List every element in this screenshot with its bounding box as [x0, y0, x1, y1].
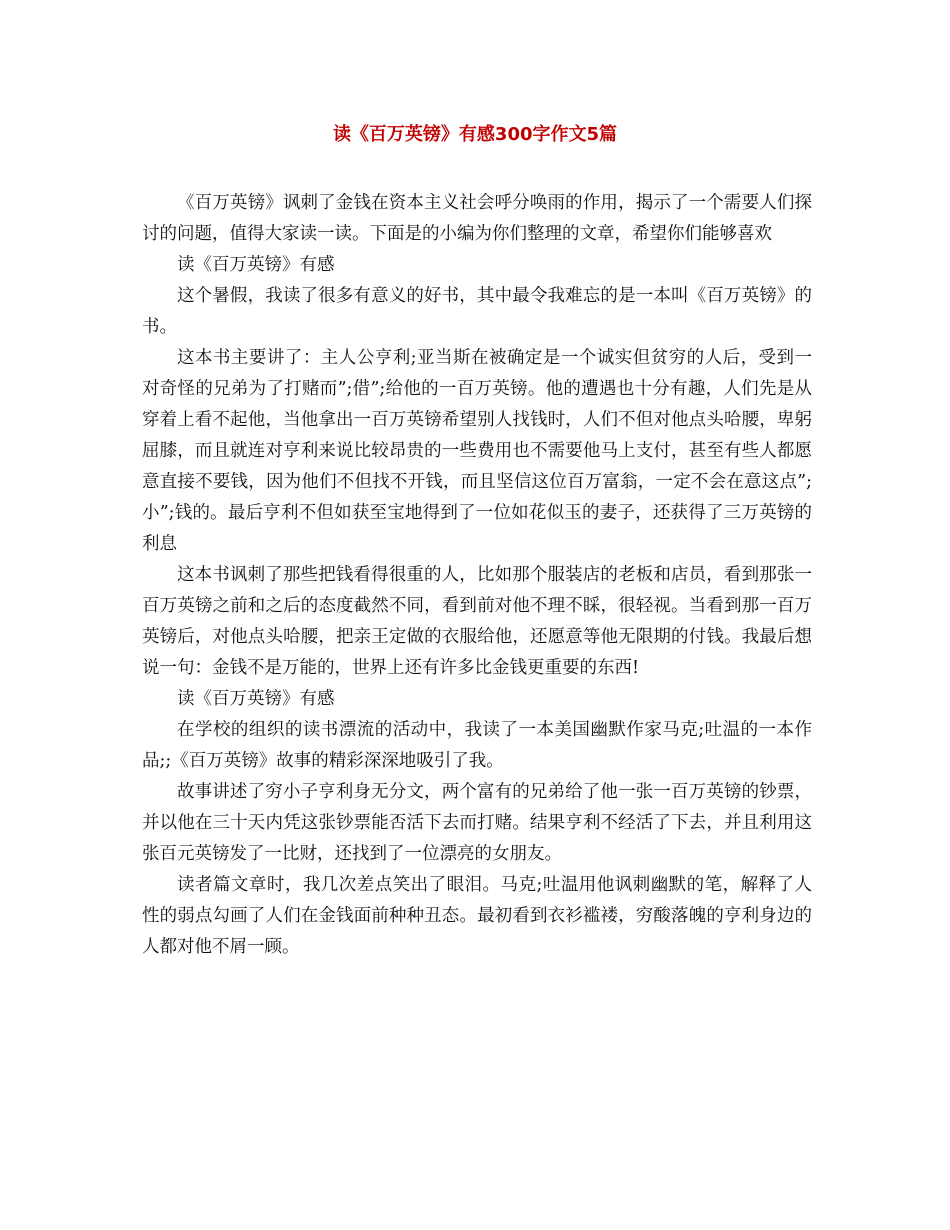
paragraph: 读者篇文章时，我几次差点笑出了眼泪。马克;吐温用他讽刺幽默的笔，解释了人性的弱点勾画了人们在金钱面前种种丑态。最初看到衣衫褴褛，穷酸落魄的亨利身边的人都对他不屑一顾。 — [142, 875, 812, 957]
paragraph: 这本书主要讲了：主人公亨利;亚当斯在被确定是一个诚实但贫穷的人后，受到一对奇怪的兄弟为了打赌而”;借”;给他的一百万英镑。他的遭遇也十分有趣，人们先是从穿着上看不起他，当他拿出一百万英镑希望别人找钱时，人们不但对他点头哈腰，卑躬屈膝，而且就连对亨利来说比较昂贵的一些费用也不需要他马上支付，甚至有些人都愿意直接不要钱，因为他们不但找不开钱，而且坚信这位百万富翁，一定不会在意这点”;小”;钱的。最后亨利不但如获至宝地得到了一位如花似玉的妻子，还获得了三万英镑的利息 — [142, 348, 812, 554]
paragraph: 故事讲述了穷小子亨利身无分文，两个富有的兄弟给了他一张一百万英镑的钞票，并以他在三十天内凭这张钞票能否活下去而打赌。结果亨利不经活了下去，并且利用这张百元英镑发了一比财，还找到了一位漂亮的女朋友。 — [142, 782, 812, 864]
section-heading: 读《百万英镑》有感 — [177, 255, 335, 275]
paragraph: 这本书讽刺了那些把钱看得很重的人，比如那个服装店的老板和店员，看到那张一百万英镑之前和之后的态度截然不同，看到前对他不理不睬，很轻视。当看到那一百万英镑后，对他点头哈腰，把亲王定做的衣服给他，还愿意等他无限期的付钱。我最后想说一句：金钱不是万能的，世界上还有许多比金钱更重要的东西! — [142, 565, 812, 678]
paragraph-intro: 《百万英镑》讽刺了金钱在资本主义社会呼分唤雨的作用，揭示了一个需要人们探讨的问题，值得大家读一读。下面是的小编为你们整理的文章，希望你们能够喜欢 — [142, 193, 812, 244]
document-title: 读《百万英镑》有感300字作文5篇 — [332, 124, 618, 145]
paragraph: 在学校的组织的读书漂流的活动中，我读了一本美国幽默作家马克;吐温的一本作品;;《百万英镑》故事的精彩深深地吸引了我。 — [142, 720, 812, 771]
document-body — [142, 188, 812, 963]
paragraph: 这个暑假，我读了很多有意义的好书，其中最令我难忘的是一本叫《百万英镑》的书。 — [142, 286, 812, 337]
section-heading: 读《百万英镑》有感 — [177, 689, 335, 709]
